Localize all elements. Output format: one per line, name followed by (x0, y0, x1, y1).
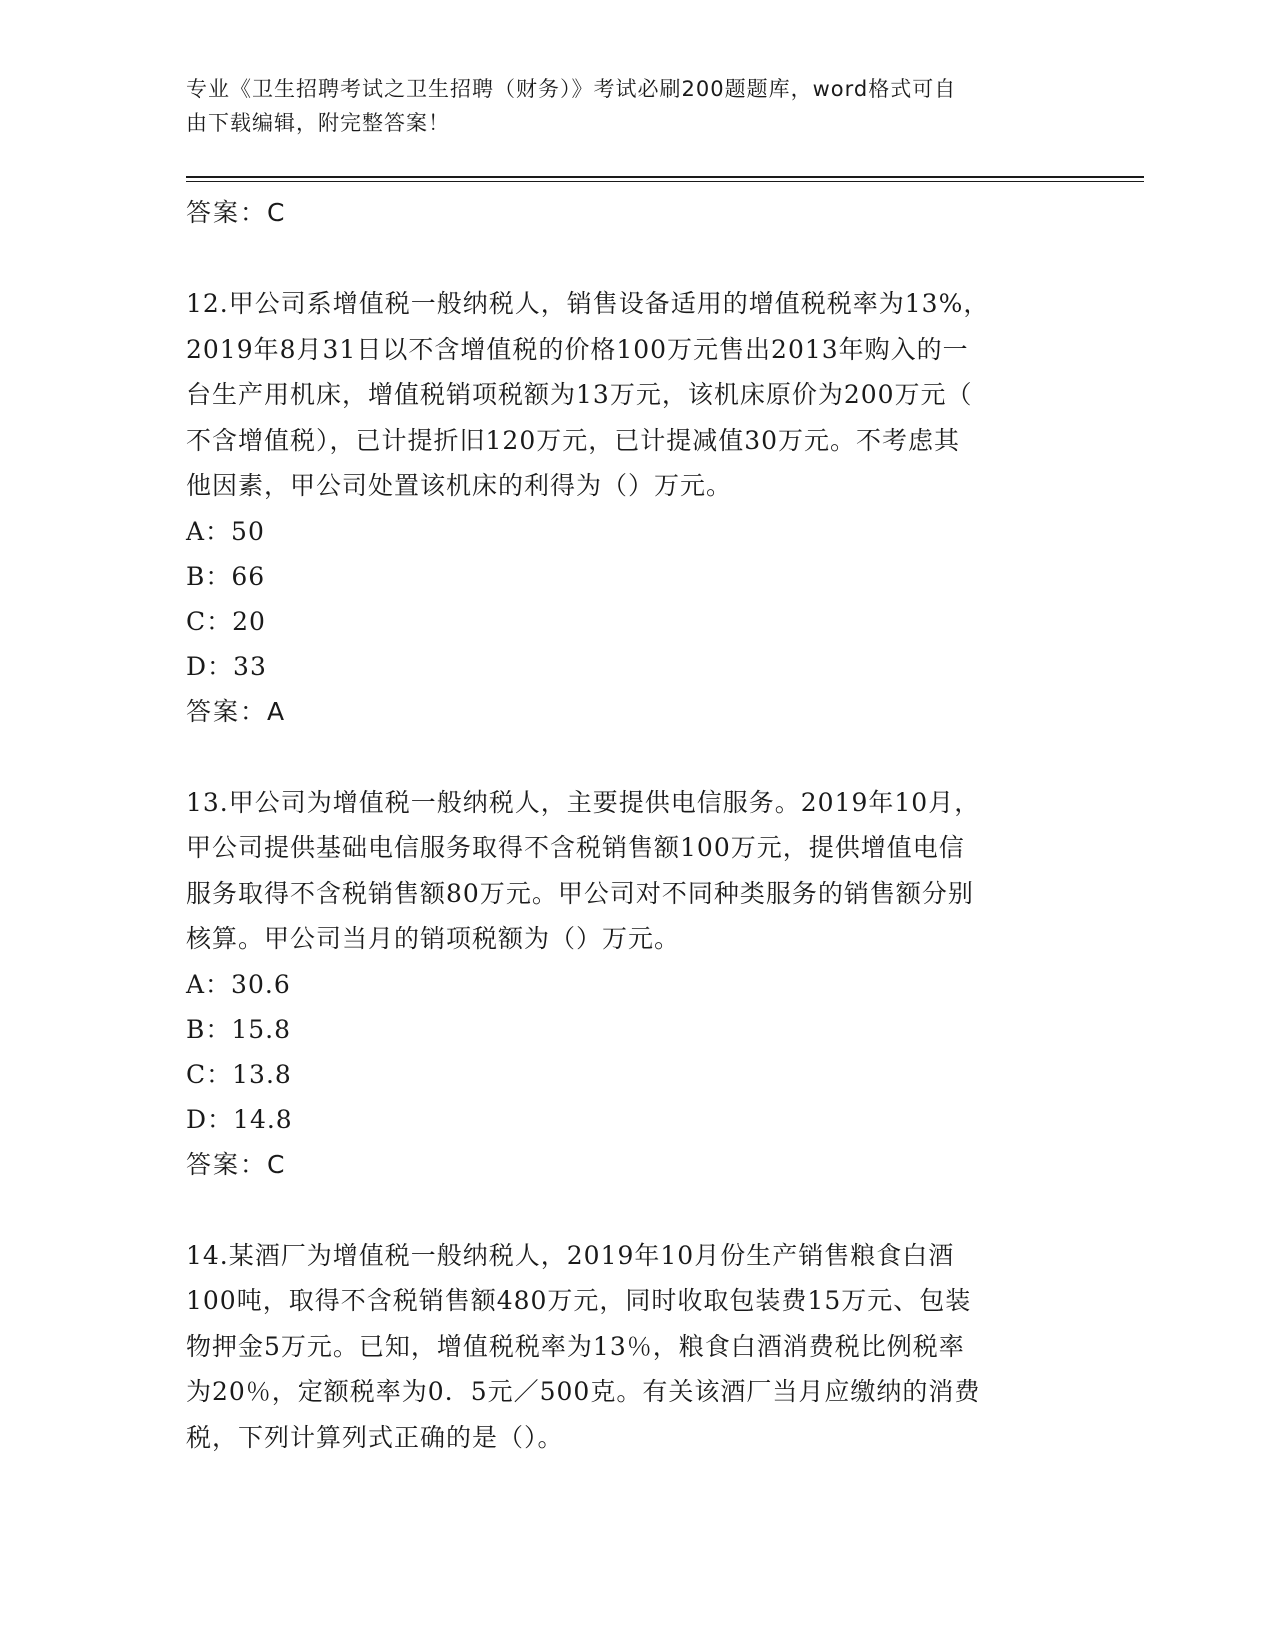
question-12-option-c: C：20 (186, 606, 266, 636)
question-13-answer: 答案：C (186, 1149, 287, 1179)
question-12-line: 12.甲公司系增值税一般纳税人，销售设备适用的增值税税率为13%， (186, 289, 990, 318)
question-13-option-a: A：30.6 (186, 969, 291, 999)
spacer (186, 235, 1086, 281)
question-13-line: 13.甲公司为增值税一般纳税人，主要提供电信服务。2019年10月， (186, 787, 981, 817)
question-12-line: 2019年8月31日以不含增值税的价格100万元售出2013年购入的一 (186, 334, 969, 364)
spacer (186, 734, 1086, 780)
question-14-line: 税，下列计算列式正确的是（）。 (186, 1422, 564, 1452)
header-line-2: 由下载编辑，附完整答案！ (186, 111, 450, 135)
question-13-option-d: D：14.8 (186, 1104, 293, 1134)
question-12-option-b: B：66 (186, 561, 266, 591)
question-12-option-d: D：33 (186, 651, 267, 681)
question-14-line: 100吨，取得不含税销售额480万元，同时收取包装费15万元、包装 (186, 1286, 972, 1315)
question-12-answer: 答案：A (186, 696, 287, 726)
question-14-line: 为20％，定额税率为0．5元／500克。有关该酒厂当月应缴纳的消费 (186, 1377, 981, 1406)
question-12-line: 他因素，甲公司处置该机床的利得为（）万元。 (186, 471, 733, 500)
question-13-option-b: B：15.8 (186, 1014, 292, 1044)
header-line-1: 专业《卫生招聘考试之卫生招聘（财务）》考试必刷200题题库，word格式可自 (186, 77, 957, 101)
question-14 (186, 1233, 1086, 1461)
question-13-option-c: C：13.8 (186, 1059, 292, 1089)
question-13 (186, 780, 1086, 962)
question-13-line: 甲公司提供基础电信服务取得不含税销售额100万元，提供增值电信 (186, 833, 965, 862)
document-body (186, 190, 1086, 1460)
question-13-line: 服务取得不含税销售额80万元。甲公司对不同种类服务的销售额分别 (186, 878, 974, 908)
question-14-line: 14.某酒厂为增值税一般纳税人，2019年10月份生产销售粮食白酒 (186, 1240, 955, 1270)
question-12 (186, 281, 1086, 509)
header-divider-thick (186, 176, 1144, 178)
question-13-line: 核算。甲公司当月的销项税额为（）万元。 (186, 924, 681, 953)
question-14-line: 物押金5万元。已知，增值税税率为13％，粮食白酒消费税比例税率 (186, 1331, 965, 1361)
question-12-line: 台生产用机床，增值税销项税额为13万元，该机床原价为200万元（ (186, 380, 973, 409)
question-12-line: 不含增值税），已计提折旧120万元，已计提减值30万元。不考虑其 (186, 425, 961, 455)
spacer (186, 1187, 1086, 1233)
question-12-option-a: A：50 (186, 516, 265, 546)
previous-answer: 答案：C (186, 198, 287, 227)
header-divider-thin (186, 181, 1144, 182)
document-header (186, 72, 1066, 140)
